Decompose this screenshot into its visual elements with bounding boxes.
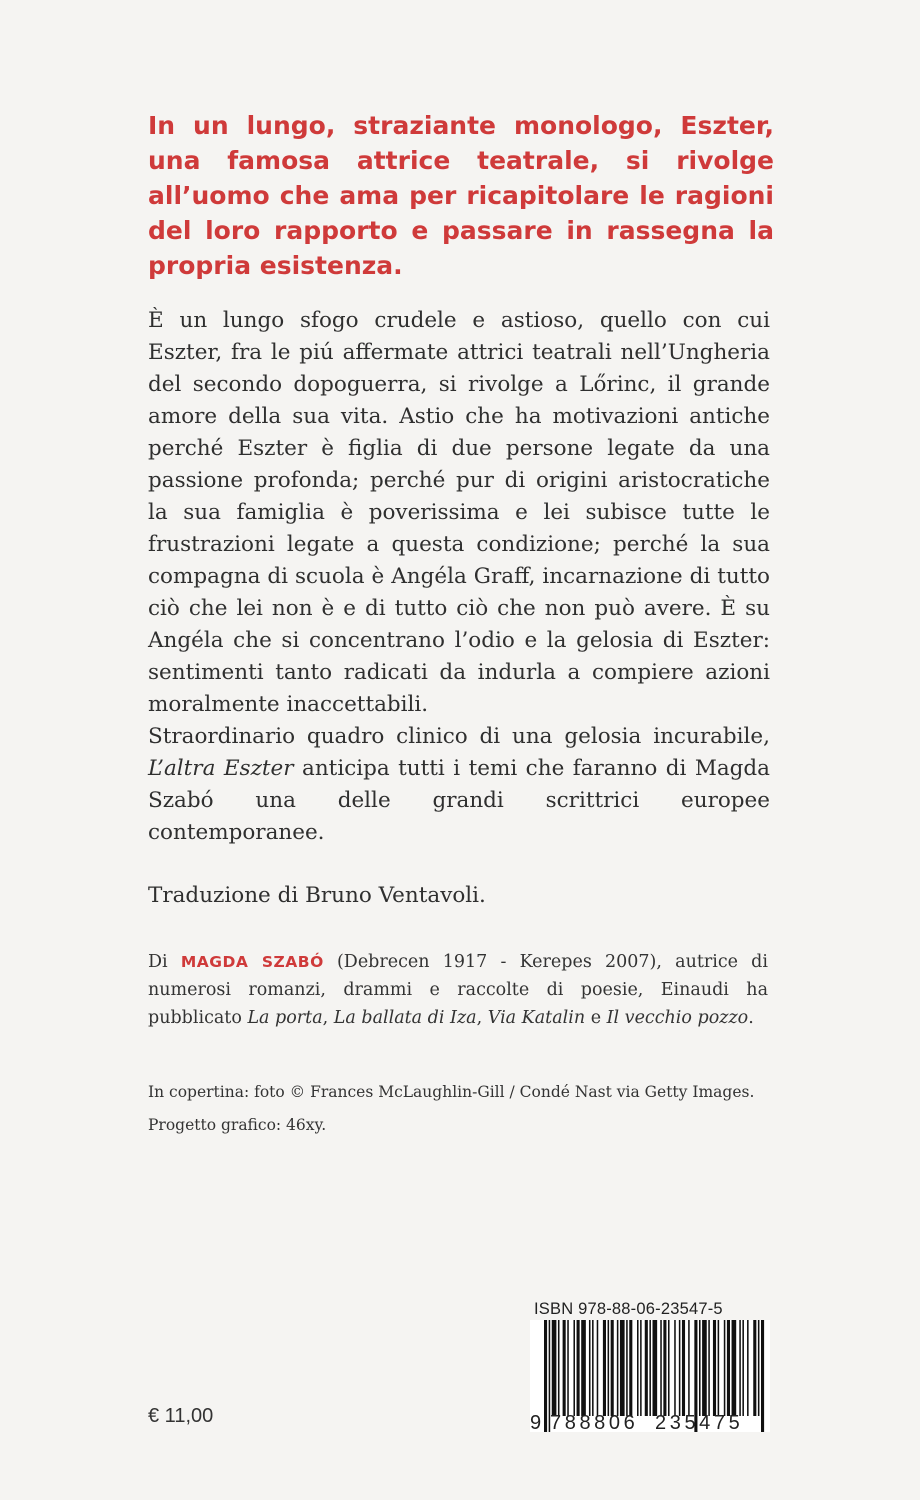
barcode-bar [640,1320,642,1416]
barcode-bar [597,1320,599,1416]
barcode-bar [589,1320,591,1416]
book-title-1: La porta [247,1008,323,1028]
barcode-bar [544,1320,547,1432]
isbn-label: ISBN 978-88-06-23547-5 [534,1300,723,1318]
barcode-bar [732,1320,737,1416]
barcode-bar [758,1320,760,1416]
barcode-bar [645,1320,648,1416]
book-title-3: Via Katalin [487,1008,586,1028]
barcode-bar [637,1320,639,1416]
barcode-bar [660,1320,662,1416]
barcode-bar [702,1320,707,1416]
barcode-bar [761,1320,764,1432]
lead-blurb: In un lungo, straziante monologo, Eszter, una famosa attrice teatrale, si rivolge all’uomo che ama per ricapitolare le ragioni del loro rapporto e passare in rassegna la propria esistenza. [148,111,774,280]
barcode-bar [682,1320,685,1416]
barcode-bar [679,1320,681,1416]
credits [148,1080,768,1146]
barcode-bar [626,1320,628,1416]
barcode-bar [753,1320,756,1416]
barcode-bar [603,1320,606,1416]
barcode-digits-right: 235475 [655,1412,744,1434]
barcode-bar [581,1320,586,1416]
barcode-bar [608,1320,610,1416]
barcode-bar [724,1320,726,1416]
barcode-bar [747,1320,749,1416]
barcode-bar [718,1320,720,1416]
barcode-bar [629,1320,632,1416]
barcode-bar [742,1320,744,1416]
cover-credit: In copertina: foto © Frances McLaughlin-Gill / Condé Nast via Getty Images. [148,1083,755,1101]
description-paragraph-2 [148,721,770,849]
book-sep-2: , [476,1008,488,1028]
barcode-bar [727,1320,730,1416]
barcode-bar [649,1320,651,1416]
description-p2-start: Straordinario quadro clinico di una gelosia incurabile, [148,724,770,749]
barcode-bar [653,1320,658,1416]
author-name: MAGDA SZABÓ [180,953,324,971]
barcode-bar [713,1320,716,1416]
barcode-block [530,1300,770,1450]
book-sep-1: , [322,1008,334,1028]
author-note-text: (Debrecen 1917 - Kerepes 2007), autrice di numerosi romanzi, drammi e raccolte di poesie, Einaudi ha pubblicato [148,952,768,1028]
design-credit: Progetto grafico: 46xy. [148,1116,327,1134]
barcode-bar [668,1320,670,1416]
author-note-prefix: Di [148,952,181,972]
barcode-bar [552,1320,557,1416]
book-title-2: La ballata di Iza [333,1008,477,1028]
description-p2-end: anticipa tutti i temi che faranno di Magda Szabó una delle grandi scrittrici europee contemporanee. [148,756,770,845]
barcode-bar [620,1320,625,1416]
barcode-bar [611,1320,614,1416]
barcode-bar [567,1320,569,1416]
barcode-bar [592,1320,594,1416]
translation-credit: Traduzione di Bruno Ventavoli. [148,883,486,908]
description-paragraph-1: È un lungo sfogo crudele e astioso, quello con cui Eszter, fra le piú affermate attrici teatrali nell’Ungheria del secondo dopoguerra, si rivolge a Lőrinc, il grande amore della sua vita. Astio che ha motivazioni antiche perché Eszter è figlia di due persone legate da una passione profonda; perché pur di origini aristocratiche la sua famiglia è poverissima e lei subisce tutte le frustrazioni legate a questa condizione; perché la sua compagna di scuola è Angéla Graff, incarnazione di tutto ciò che lei non è e di tutto ciò che non può avere. È su Angéla che si concentrano l’odio e la gelosia di Eszter: sentimenti tanto radicati da indurla a compiere azioni moralmente inaccettabili. [148,308,770,717]
barcode-bar [688,1320,690,1416]
barcode-bar [617,1320,619,1416]
book-sep-3: e [585,1008,607,1028]
book-title-4: Il vecchio pozzo [606,1008,749,1028]
barcode-digits-left: 788806 [550,1412,639,1434]
barcode-bar [577,1320,580,1416]
book-sep-4: . [748,1008,754,1028]
barcode-bar [674,1320,676,1416]
barcode-digit-first: 9 [530,1412,542,1434]
barcode-bar [563,1320,566,1416]
barcode-bar [573,1320,575,1416]
barcode-bar [663,1320,666,1416]
barcode-bar [708,1320,710,1416]
barcode-bar [558,1320,560,1416]
price: € 11,00 [148,1405,214,1427]
author-note [148,948,768,1032]
barcode-bar [739,1320,741,1416]
book-title: L’altra Eszter [148,756,294,781]
barcode-bar [699,1320,701,1416]
description [148,305,770,849]
